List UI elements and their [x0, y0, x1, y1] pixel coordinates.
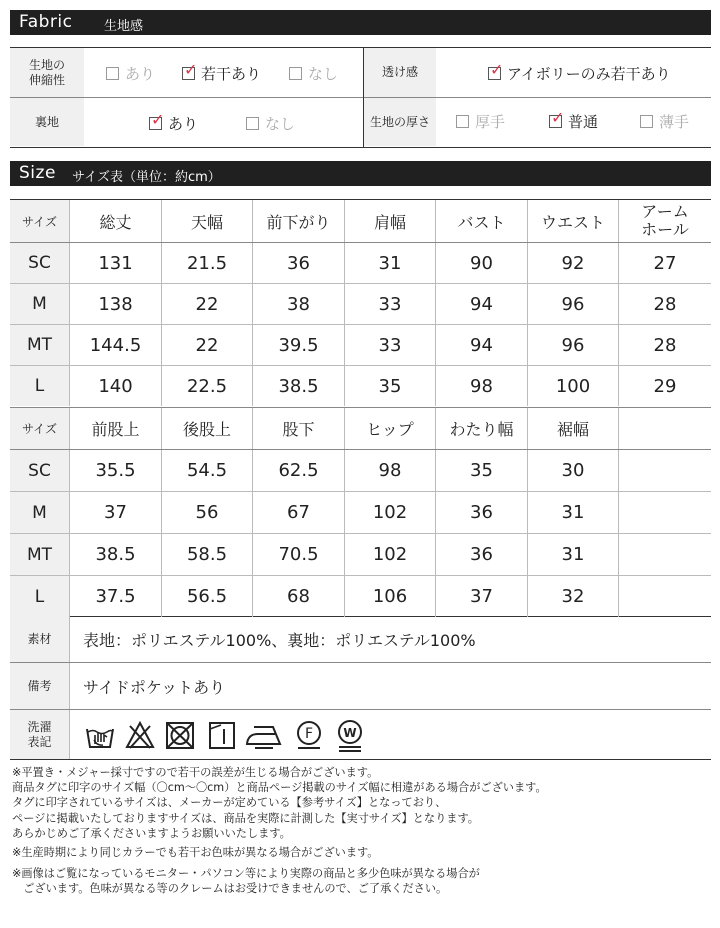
- note-line: 商品タグに印字のサイズ幅（〇cm〜〇cm）と商品ページ掲載のサイズ幅に相違がある場合がございます。: [12, 781, 547, 795]
- table-row: [10, 576, 711, 617]
- table-cell: 38.5: [69, 534, 161, 575]
- table-cell: 37: [69, 492, 161, 533]
- remarks-value: サイドポケットあり: [83, 677, 226, 697]
- checkbox-icon: [289, 67, 302, 80]
- checked-checkbox-icon: ✓: [551, 108, 565, 127]
- size-corner-label: サイズ: [10, 200, 69, 242]
- size-label-cell: SC: [10, 243, 69, 283]
- size-header-bar: [10, 161, 711, 186]
- table-row: [10, 284, 711, 324]
- thickness-option-thick: 厚手: [456, 111, 505, 132]
- lining-option-no: なし: [246, 113, 295, 134]
- table-cell: [618, 492, 711, 533]
- column-header-empty: [618, 408, 711, 449]
- table-cell: 98: [435, 366, 527, 406]
- table-row: [10, 366, 711, 406]
- checkbox-icon: [640, 115, 653, 128]
- table-cell: 38.5: [252, 366, 344, 406]
- checkbox-icon: [456, 115, 469, 128]
- table-cell: 28: [618, 325, 711, 365]
- table-cell: 70.5: [252, 534, 344, 575]
- fabric-title: Fabric: [19, 12, 73, 32]
- column-header: 前股上: [69, 408, 161, 449]
- no-tumble-dry-icon: [165, 720, 195, 750]
- table-cell: 30: [527, 450, 618, 491]
- table-cell: 92: [527, 243, 618, 283]
- column-header: ウエスト: [527, 200, 618, 242]
- sheer-label: 透け感: [364, 48, 436, 97]
- column-header: 裾幅: [527, 408, 618, 449]
- table-cell: 96: [527, 325, 618, 365]
- table-cell: 37.5: [69, 576, 161, 617]
- table-cell: 100: [527, 366, 618, 406]
- note-line: ※平置き・メジャー採寸ですので若干の誤差が生じる場合がございます。: [12, 766, 379, 779]
- care-icons: [85, 720, 385, 752]
- table-cell: 31: [527, 492, 618, 533]
- table-cell: 98: [344, 450, 435, 491]
- table-cell: [618, 450, 711, 491]
- table-cell: 68: [252, 576, 344, 617]
- stretch-label: 生地の 伸縮性: [10, 48, 84, 97]
- column-header-armhole: アーム ホール: [618, 200, 711, 242]
- checked-checkbox-icon: ✓: [490, 60, 504, 79]
- details-table: [10, 616, 711, 760]
- table-cell: 21.5: [161, 243, 252, 283]
- table-cell: 36: [252, 243, 344, 283]
- material-row: [10, 616, 711, 662]
- size-table-1-header: [10, 200, 711, 242]
- table-row: [10, 534, 711, 575]
- material-value: 表地：ポリエステル100%、裏地：ポリエステル100%: [83, 630, 476, 650]
- table-cell: 144.5: [69, 325, 161, 365]
- table-cell: 22.5: [161, 366, 252, 406]
- checked-checkbox-icon: ✓: [151, 110, 165, 129]
- table-cell: 29: [618, 366, 711, 406]
- thickness-label: 生地の厚さ: [364, 98, 436, 146]
- table-cell: 56.5: [161, 576, 252, 617]
- checked-checkbox-icon: ✓: [184, 60, 198, 79]
- table-cell: 67: [252, 492, 344, 533]
- table-cell: 32: [527, 576, 618, 617]
- table-row: [10, 492, 711, 533]
- table-cell: 140: [69, 366, 161, 406]
- size-corner-label: サイズ: [10, 408, 69, 449]
- hand-wash-icon: [85, 720, 115, 750]
- column-header: 後股上: [161, 408, 252, 449]
- table-cell: 35: [344, 366, 435, 406]
- size-label-cell: L: [10, 576, 69, 617]
- size-label-cell: L: [10, 366, 69, 406]
- dry-clean-letter: F: [304, 726, 314, 742]
- table-cell: 58.5: [161, 534, 252, 575]
- lining-label: 裏地: [10, 98, 84, 146]
- wet-clean-letter: W: [343, 726, 357, 740]
- column-header: わたり幅: [435, 408, 527, 449]
- column-header: 肩幅: [344, 200, 435, 242]
- table-cell: 102: [344, 534, 435, 575]
- table-cell: 39.5: [252, 325, 344, 365]
- low-iron-icon: [245, 720, 283, 750]
- stretch-option-yes: あり: [106, 63, 155, 84]
- table-row: [10, 450, 711, 491]
- note-line: ※画像はご覧になっているモニター・パソコン等により実際の商品と多少色味が異なる場合が: [12, 867, 480, 881]
- no-bleach-icon: [125, 720, 155, 750]
- table-cell: 35: [435, 450, 527, 491]
- column-header: バスト: [435, 200, 527, 242]
- notes: [12, 765, 547, 897]
- table-cell: 28: [618, 284, 711, 324]
- stretch-option-no: なし: [289, 63, 338, 84]
- size-label-cell: MT: [10, 325, 69, 365]
- size-subtitle: サイズ表（単位：約cm）: [72, 170, 221, 185]
- size-title: Size: [19, 163, 56, 183]
- table-cell: 35.5: [69, 450, 161, 491]
- table-cell: 54.5: [161, 450, 252, 491]
- table-cell: 37: [435, 576, 527, 617]
- size-label-cell: MT: [10, 534, 69, 575]
- fabric-subtitle: 生地感: [104, 19, 144, 34]
- table-cell: 94: [435, 325, 527, 365]
- note-line: ございます。色味が異なる等のクレームはお受けできませんので、ご了承ください。: [12, 882, 448, 896]
- table-cell: 33: [344, 284, 435, 324]
- table-row: [10, 325, 711, 365]
- note-line: あらかじめご了承くださいますようお願いいたします。: [12, 826, 291, 840]
- size-label-cell: SC: [10, 450, 69, 491]
- table-cell: 22: [161, 284, 252, 324]
- material-label: 素材: [10, 616, 69, 662]
- sheer-value: ✓ アイボリーのみ若干あり: [490, 60, 671, 83]
- size-table: [10, 199, 711, 617]
- note-line: タグに印字されているサイズは、メーカーが定めている【参考サイズ】となっており、: [12, 796, 447, 810]
- checkbox-icon: [106, 67, 119, 80]
- table-cell: 94: [435, 284, 527, 324]
- table-row: [10, 243, 711, 283]
- table-cell: 31: [344, 243, 435, 283]
- table-cell: 31: [527, 534, 618, 575]
- line-dry-icon: [207, 720, 237, 750]
- table-cell: 102: [344, 492, 435, 533]
- table-cell: [618, 576, 711, 617]
- lining-option-yes: ✓ あり: [151, 110, 199, 133]
- stretch-option-slight: ✓ 若干あり: [184, 60, 262, 83]
- table-cell: 33: [344, 325, 435, 365]
- wet-clean-w-icon: [335, 718, 365, 754]
- remarks-label: 備考: [10, 663, 69, 709]
- remarks-row: [10, 663, 711, 709]
- table-cell: [618, 534, 711, 575]
- column-header: 総丈: [69, 200, 161, 242]
- table-cell: 96: [527, 284, 618, 324]
- size-label-cell: M: [10, 284, 69, 324]
- column-header: 天幅: [161, 200, 252, 242]
- table-cell: 56: [161, 492, 252, 533]
- table-cell: 27: [618, 243, 711, 283]
- dry-clean-f-icon: [294, 720, 324, 750]
- note-line: ページに掲載いたしておりますサイズは、商品を実際に計測した【実寸サイズ】となります。: [12, 811, 479, 825]
- column-header: ヒップ: [344, 408, 435, 449]
- table-cell: 36: [435, 534, 527, 575]
- table-cell: 36: [435, 492, 527, 533]
- table-cell: 106: [344, 576, 435, 617]
- table-cell: 62.5: [252, 450, 344, 491]
- size-label-cell: M: [10, 492, 69, 533]
- thickness-option-normal: ✓ 普通: [551, 108, 599, 131]
- table-cell: 138: [69, 284, 161, 324]
- column-header: 前下がり: [252, 200, 344, 242]
- thickness-option-thin: 薄手: [640, 111, 689, 132]
- table-cell: 38: [252, 284, 344, 324]
- checkbox-icon: [246, 117, 259, 130]
- table-cell: 22: [161, 325, 252, 365]
- care-row: [10, 710, 711, 759]
- size-table-2-header: [10, 408, 711, 449]
- fabric-header-bar: [10, 10, 711, 35]
- fabric-table: [10, 47, 711, 148]
- care-label: 洗濯 表記: [10, 710, 69, 759]
- note-line: ※生産時期により同じカラーでも若干お色味が異なる場合がございます。: [12, 846, 379, 860]
- table-cell: 131: [69, 243, 161, 283]
- table-cell: 90: [435, 243, 527, 283]
- column-header: 股下: [252, 408, 344, 449]
